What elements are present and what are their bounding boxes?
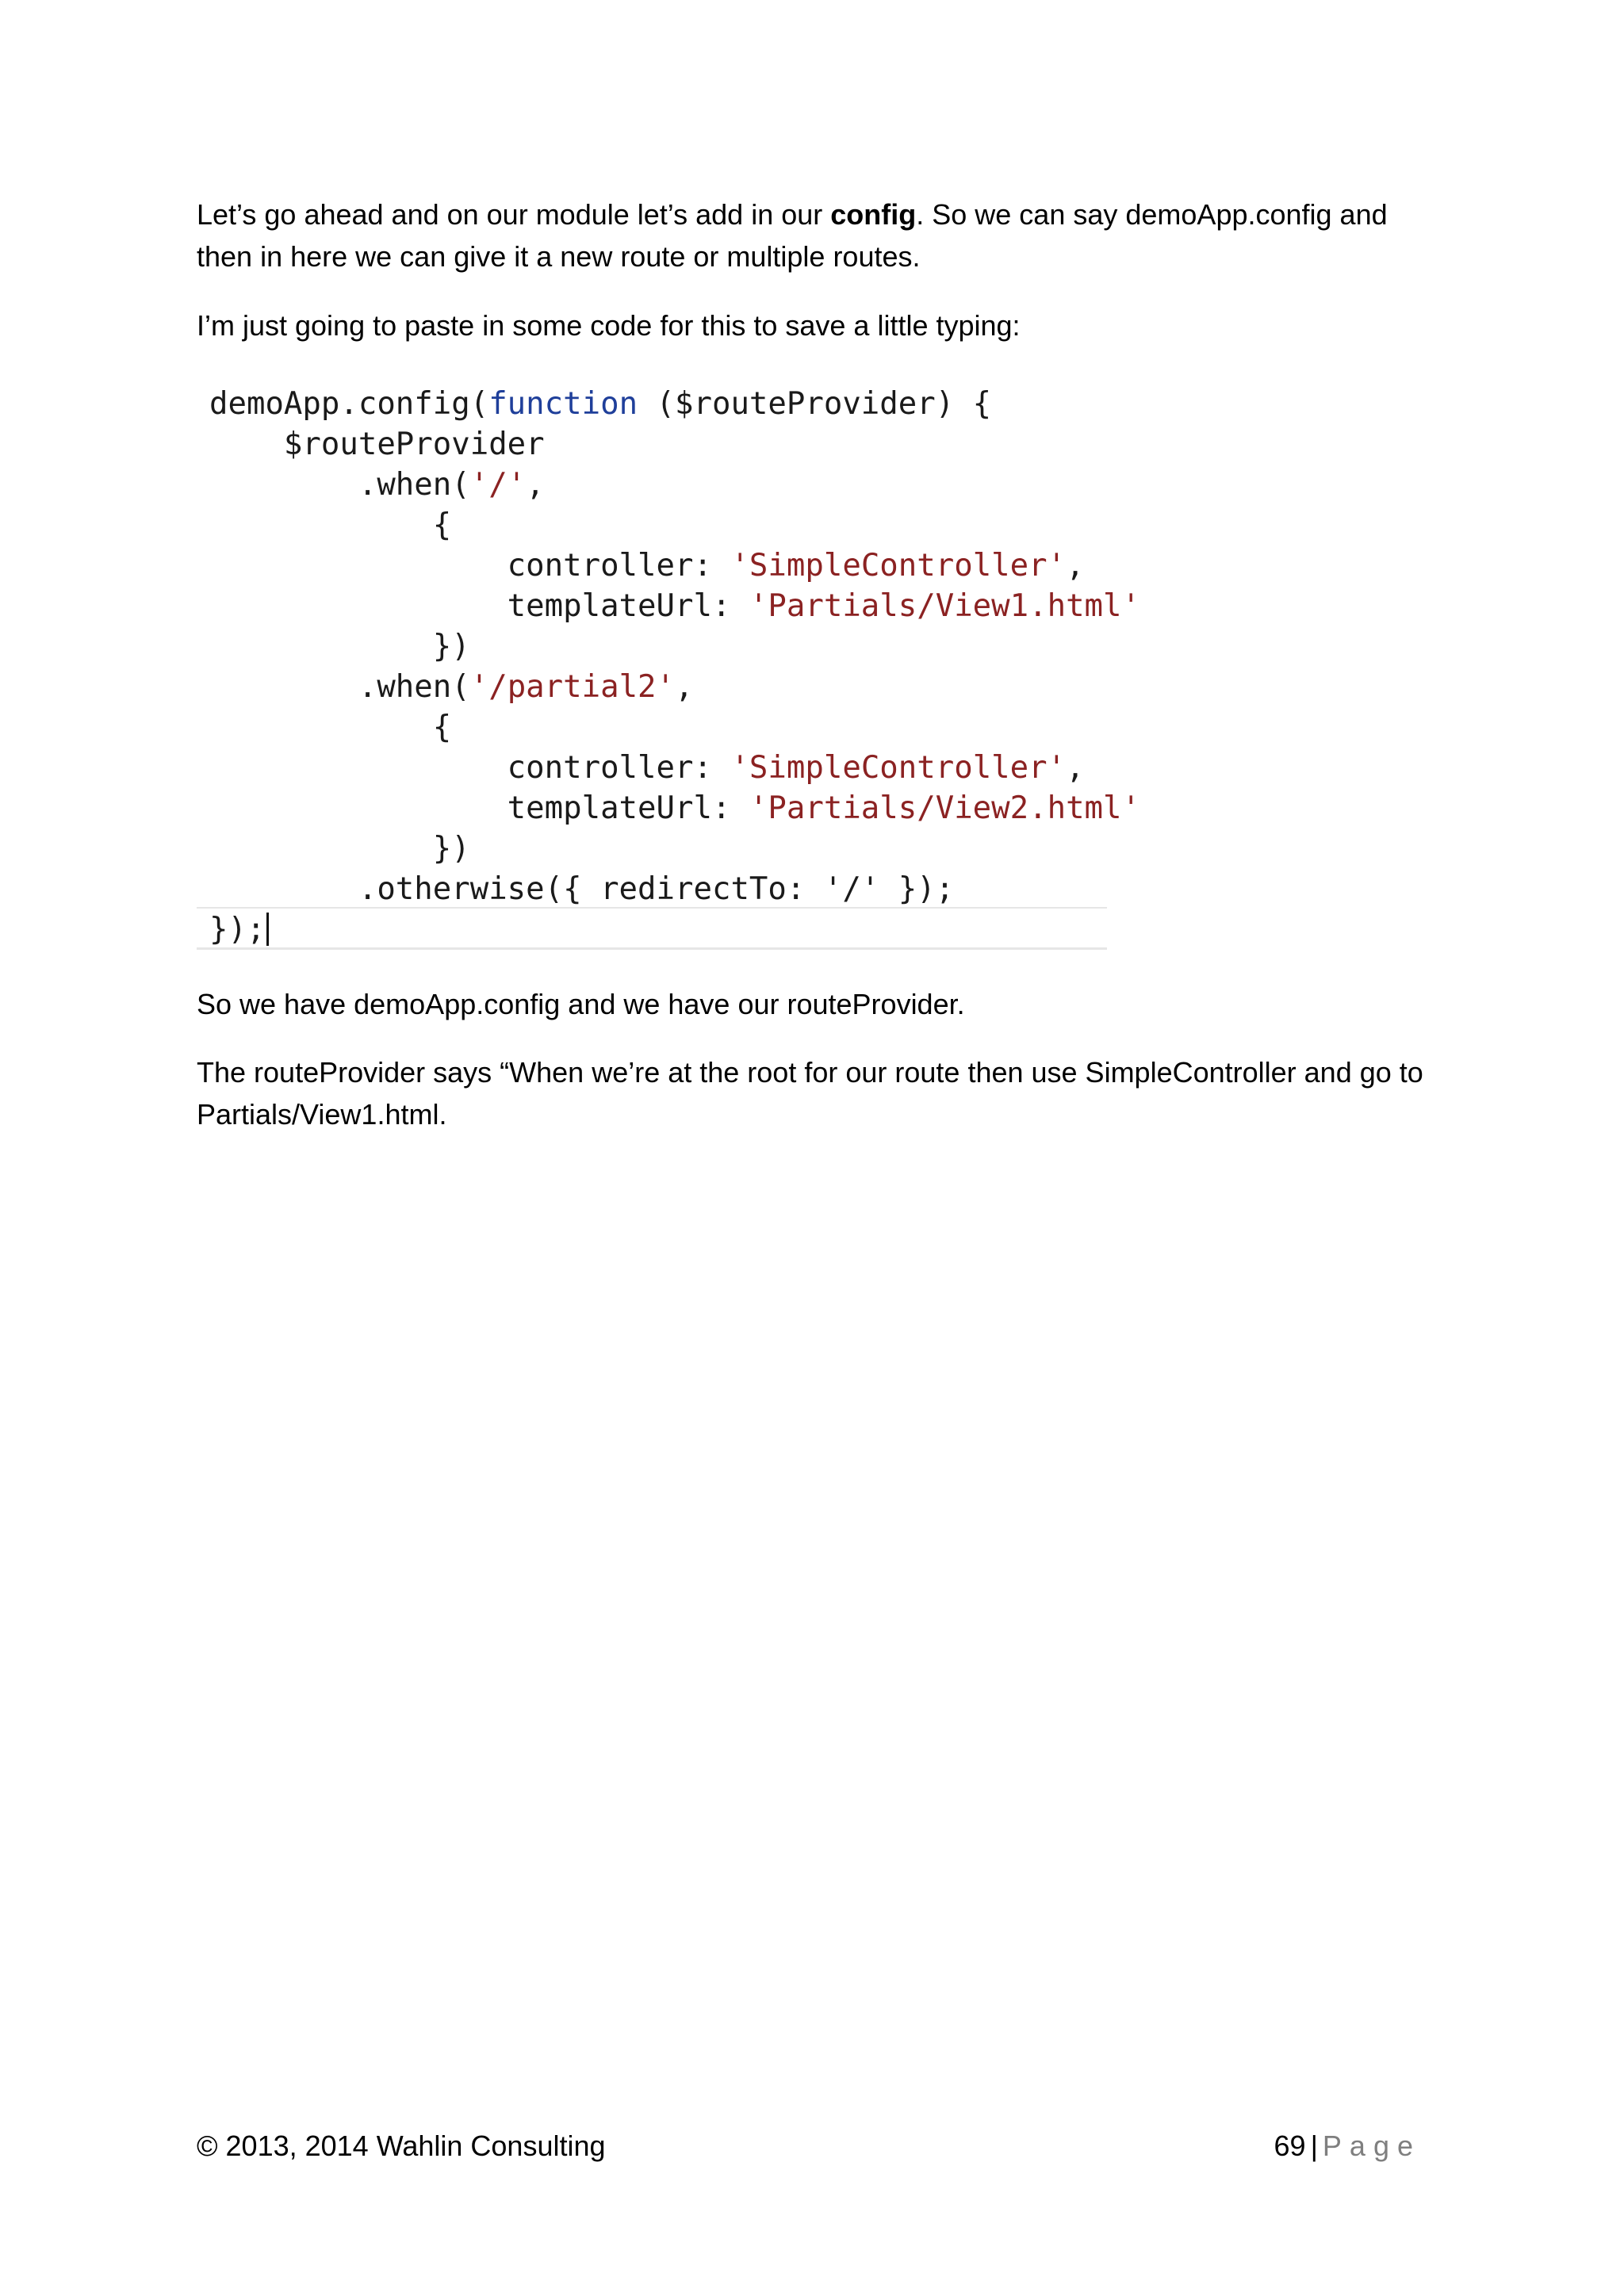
code-string: 'Partials/View1.html': [749, 588, 1141, 624]
code-token: });: [209, 912, 266, 947]
code-string: 'Partials/View2.html': [749, 790, 1141, 826]
code-token: templateUrl:: [209, 790, 749, 826]
paragraph-route-provider: So we have demoApp.config and we have our routeProvider.: [197, 988, 965, 1020]
code-line-7: }): [209, 629, 470, 664]
code-token: ,: [675, 669, 694, 705]
code-line-8: [209, 667, 694, 707]
paragraph-text: . So we can say demoApp.config and then in here we can give it a new route or multiple routes.: [197, 198, 1388, 273]
code-line-13: .otherwise({ redirectTo: '/' });: [209, 871, 955, 907]
code-line-1: [209, 384, 991, 424]
code-line-14: [209, 909, 269, 950]
code-token: .when(: [209, 669, 470, 705]
footer-copyright: © 2013, 2014 Wahlin Consulting: [197, 2130, 606, 2162]
code-line-12: }): [209, 831, 470, 867]
code-line-10: [209, 748, 1085, 788]
code-string: '/': [469, 467, 527, 503]
code-token: templateUrl:: [209, 588, 749, 624]
code-string: '/partial2': [469, 669, 676, 705]
code-line-2: $routeProvider: [209, 427, 545, 462]
paragraph-route-explanation: The routeProvider says “When we’re at the root for our route then use SimpleController and go to Partials/View1.html.: [197, 1056, 1423, 1131]
page-number: 69: [1274, 2130, 1306, 2162]
code-string: 'SimpleController': [730, 548, 1067, 584]
code-string: 'SimpleController': [730, 750, 1067, 786]
code-line-5: [209, 545, 1085, 586]
code-token: ($routeProvider) {: [638, 386, 992, 422]
code-line-6: [209, 586, 1140, 626]
current-line-highlight: [197, 907, 1107, 909]
paragraph-paste-code: I’m just going to paste in some code for this to save a little typing:: [197, 309, 1021, 342]
code-line-11: [209, 788, 1140, 828]
code-token: demoApp.config(: [209, 386, 489, 422]
code-token: ,: [1066, 750, 1085, 786]
bold-config-term: config: [830, 198, 917, 231]
paragraph-text: Let’s go ahead and on our module let’s add in our: [197, 198, 831, 231]
code-line-3: [209, 465, 545, 505]
page-separator: |: [1310, 2130, 1318, 2162]
footer-page-number: [1274, 2126, 1421, 2166]
code-token: ,: [1066, 548, 1085, 584]
code-line-4: {: [209, 507, 452, 543]
code-token: controller:: [209, 750, 731, 786]
code-token: .when(: [209, 467, 470, 503]
code-keyword: function: [488, 386, 638, 422]
code-token: controller:: [209, 548, 731, 584]
code-line-9: {: [209, 710, 452, 745]
paragraph-config-intro: [197, 193, 1434, 277]
text-caret: [266, 913, 269, 946]
code-screenshot: [197, 379, 1141, 950]
page-label: Page: [1322, 2130, 1421, 2162]
code-token: ,: [526, 467, 545, 503]
